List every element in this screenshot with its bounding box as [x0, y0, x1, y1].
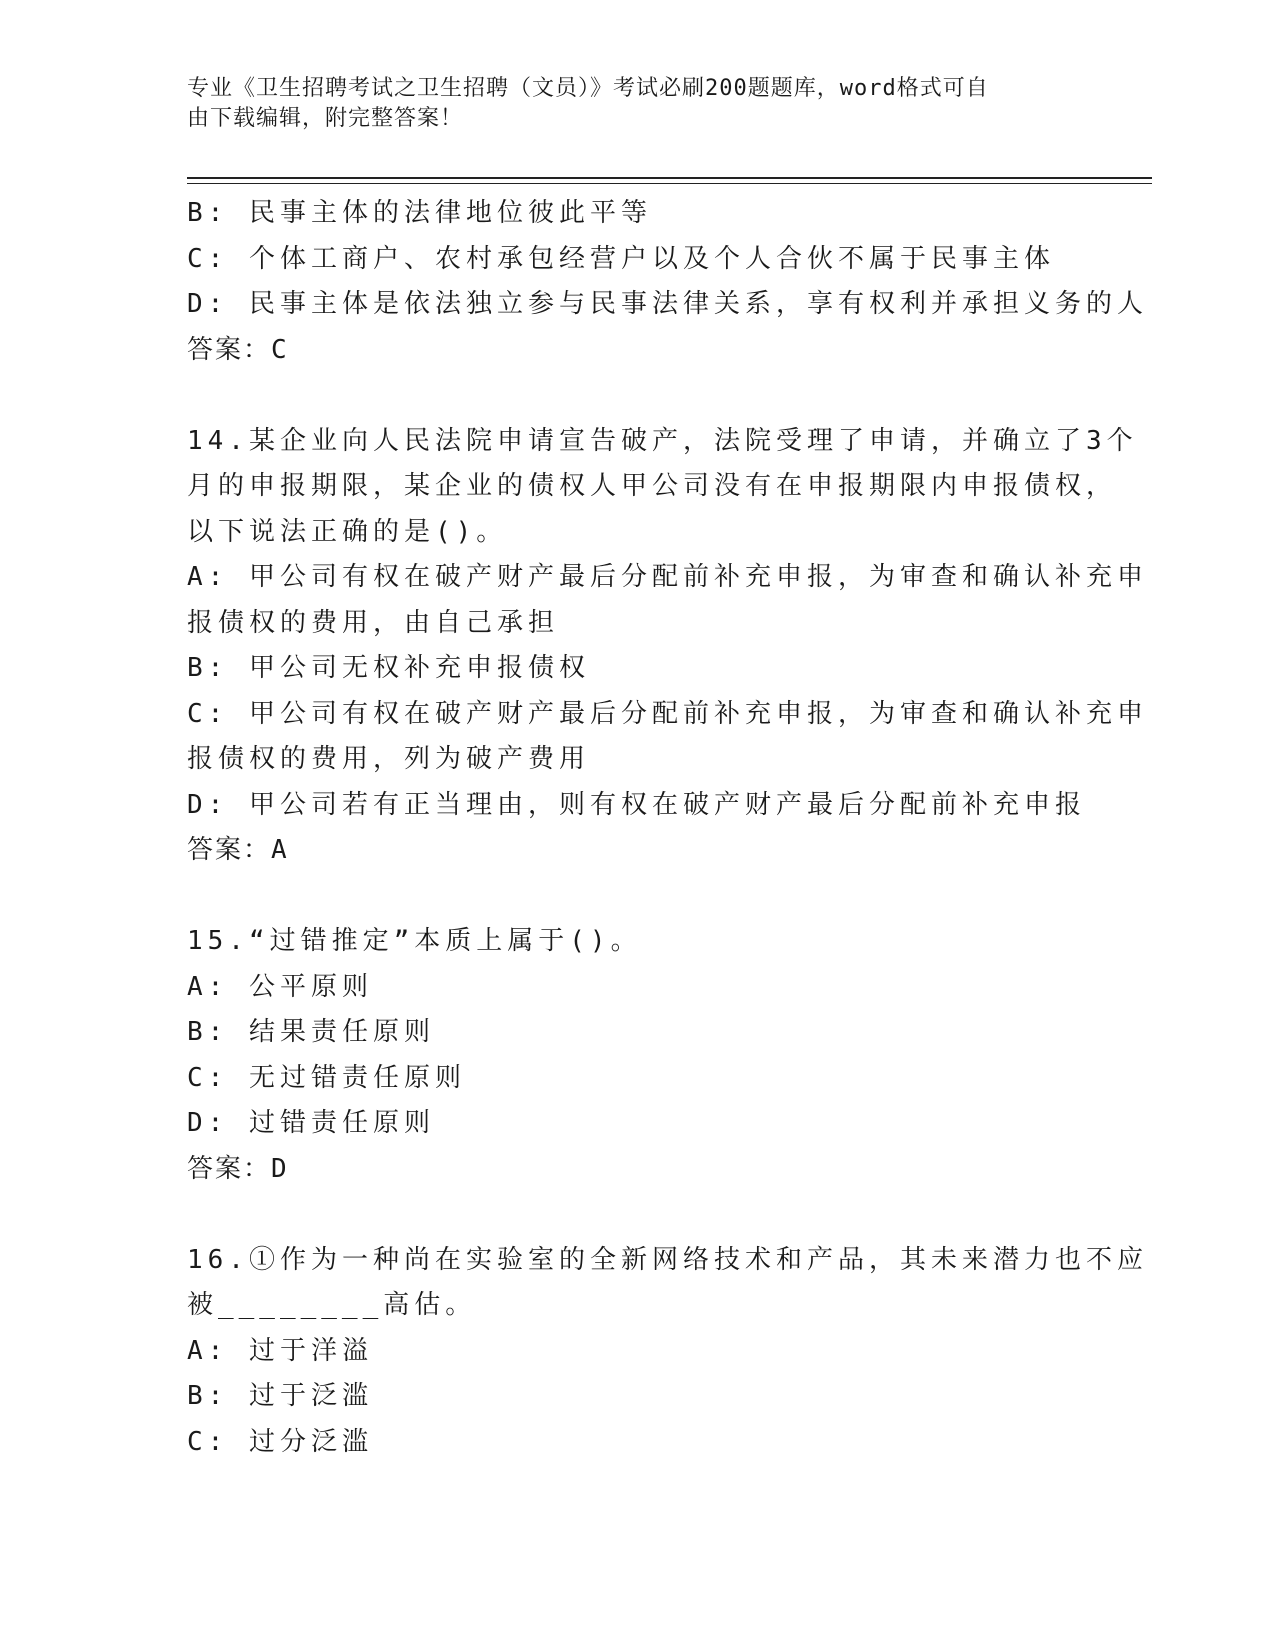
- q16-option-c: C: 过分泛滥: [187, 1426, 373, 1457]
- q13-answer: 答案：C: [187, 334, 289, 365]
- q14-stem-line-2: 月的申报期限，某企业的债权人甲公司没有在申报期限内申报债权，: [187, 471, 1118, 501]
- q15-option-d: D: 过错责任原则: [187, 1108, 435, 1138]
- header-rule-thin: [187, 183, 1152, 184]
- q14-option-d: D: 甲公司若有正当理由，则有权在破产财产最后分配前补充申报: [187, 789, 1086, 820]
- spacer: [187, 1192, 1067, 1238]
- q13-option-c: C: 个体工商户、农村承包经营户以及个人合伙不属于民事主体: [187, 243, 1055, 274]
- q15-stem: 15.“过错推定”本质上属于()。: [187, 926, 642, 956]
- q15-option-b: B: 结果责任原则: [187, 1017, 435, 1047]
- q14-option-b: B: 甲公司无权补充申报债权: [187, 653, 590, 683]
- q14-option-a-line-2: 报债权的费用，由自己承担: [187, 607, 560, 638]
- spacer: [187, 874, 1067, 920]
- q14-option-a-line-1: A: 甲公司有权在破产财产最后分配前补充申报，为审查和确认补充申: [187, 562, 1148, 592]
- document-header: [187, 74, 1067, 134]
- q14-option-c-line-1: C: 甲公司有权在破产财产最后分配前补充申报，为审查和确认补充申: [187, 698, 1148, 729]
- q13-option-d: D: 民事主体是依法独立参与民事法律关系，享有权利并承担义务的人: [187, 289, 1148, 319]
- q16-stem-line-2: 被________高估。: [187, 1290, 477, 1320]
- q16-option-a: A: 过于洋溢: [187, 1335, 373, 1366]
- q16-stem-line-1: 16.①作为一种尚在实验室的全新网络技术和产品，其未来潜力也不应: [187, 1244, 1148, 1275]
- q15-option-c: C: 无过错责任原则: [187, 1062, 466, 1093]
- header-rule-thick: [187, 177, 1152, 179]
- q14-option-c-line-2: 报债权的费用，列为破产费用: [187, 744, 591, 774]
- q15-answer: 答案：D: [187, 1153, 289, 1184]
- header-line-1: 专业《卫生招聘考试之卫生招聘（文员）》考试必刷200题题库，word格式可自: [187, 76, 989, 101]
- question-content: [187, 191, 1148, 1465]
- q16-option-b: B: 过于泛滥: [187, 1381, 373, 1411]
- q14-answer: 答案：A: [187, 835, 289, 865]
- spacer: [187, 373, 1067, 419]
- q14-stem-line-1: 14.某企业向人民法院申请宣告破产，法院受理了申请，并确立了3个: [187, 425, 1138, 456]
- q13-option-b: B: 民事主体的法律地位彼此平等: [187, 198, 652, 228]
- q15-option-a: A: 公平原则: [187, 971, 373, 1002]
- q14-stem-line-3: 以下说法正确的是()。: [187, 516, 508, 547]
- header-line-2: 由下载编辑，附完整答案！: [187, 106, 464, 131]
